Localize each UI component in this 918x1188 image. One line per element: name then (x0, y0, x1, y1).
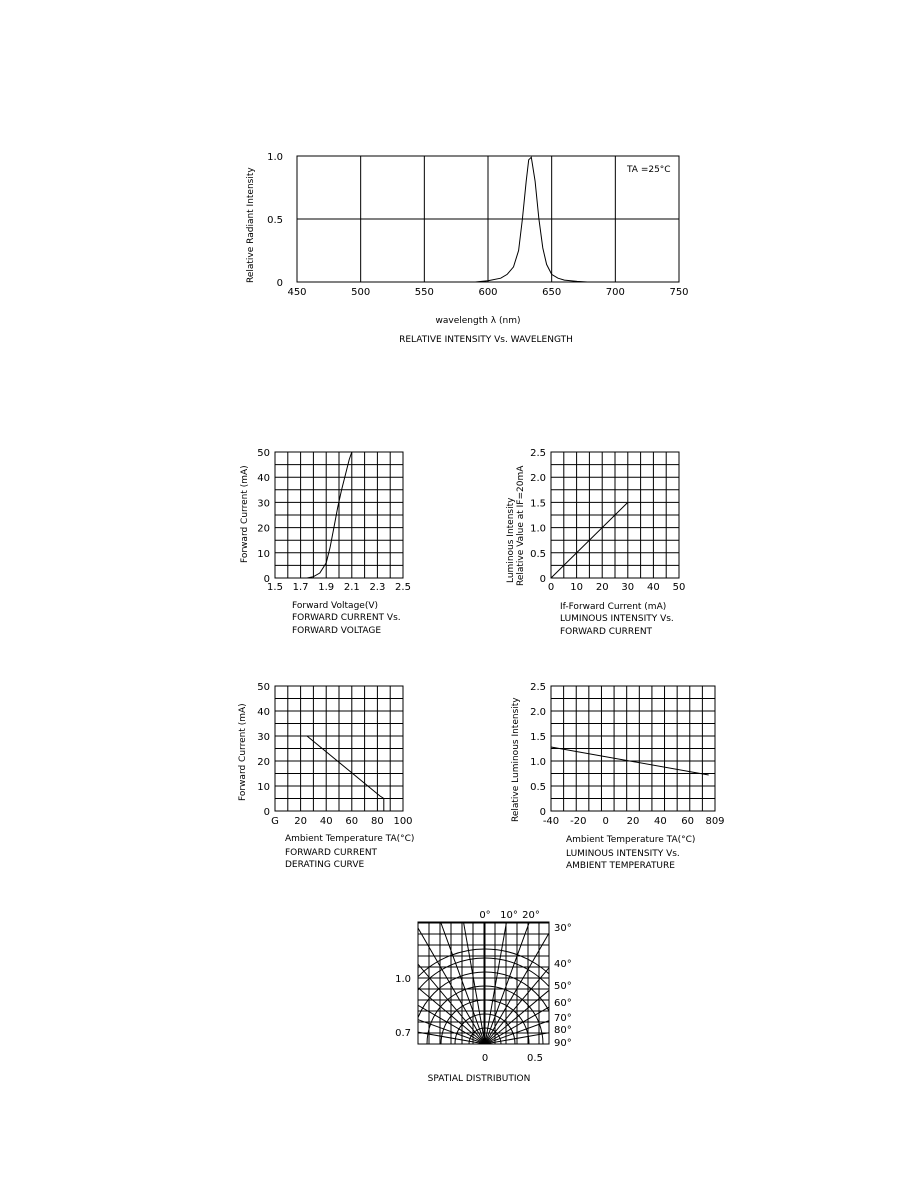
wavelength-caption: RELATIVE INTENSITY Vs. WAVELENGTH (399, 335, 573, 345)
lum-temp-x-tick-label: 0 (602, 816, 609, 827)
lum-temp-y-axis-label: Relative Luminous Intensity (511, 697, 521, 822)
lum-temp-caption-line-2: AMBIENT TEMPERATURE (566, 861, 675, 871)
iv-grid (275, 452, 403, 578)
lum-temp-x-tick-label: -20 (570, 816, 587, 827)
lum-temp-chart (511, 682, 725, 871)
wavelength-x-tick-label: 600 (478, 287, 498, 298)
iv-x-tick-label: 1.9 (318, 582, 335, 593)
lum-current-y-tick-label: 0 (539, 574, 546, 585)
angle-label-30: 30° (554, 923, 572, 934)
lum-current-caption-line-2: FORWARD CURRENT (560, 627, 653, 637)
lum-current-x-axis-label: If-Forward Current (mA) (560, 602, 667, 612)
temperature-annotation: TA =25°C (627, 165, 671, 175)
iv-x-tick-label: 2.1 (343, 582, 360, 593)
spatial-left-label-1: 1.0 (395, 974, 411, 985)
wavelength-x-tick-label: 500 (351, 287, 371, 298)
derating-y-ticks (257, 682, 270, 818)
lum-current-x-tick-label: 40 (647, 582, 660, 593)
lum-current-x-tick-label: 20 (595, 582, 609, 593)
wavelength-x-ticks (287, 287, 688, 298)
wavelength-series-line (475, 157, 587, 282)
lum-current-y-axis-label-1: Luminous Intensity (506, 497, 516, 583)
lum-temp-grid (551, 686, 715, 811)
wavelength-y-ticks (267, 152, 283, 289)
spatial-left-label-2: 0.7 (395, 1028, 411, 1039)
wavelength-x-tick-label: 750 (669, 287, 689, 298)
angle-label-50: 50° (554, 981, 572, 992)
derating-x-tick-label: G (271, 816, 279, 827)
lum-current-y-tick-label: 2.0 (530, 473, 546, 485)
angle-label-10: 10° (500, 910, 518, 921)
angle-label-0: 0° (479, 910, 491, 921)
iv-x-tick-label: 1.5 (267, 582, 283, 593)
lum-temp-y-tick-label: 1.0 (530, 757, 546, 768)
iv-x-axis-label: Forward Voltage(V) (292, 601, 378, 611)
derating-y-tick-label: 40 (257, 707, 270, 718)
lum-current-chart (506, 448, 685, 637)
lum-temp-y-ticks (530, 682, 546, 818)
lum-current-x-tick-label: 10 (570, 582, 583, 593)
wavelength-y-tick-label: 0.5 (267, 215, 283, 226)
iv-y-tick-label: 30 (257, 498, 270, 510)
iv-y-tick-label: 50 (257, 448, 270, 459)
wavelength-x-tick-label: 550 (414, 287, 434, 298)
wavelength-y-tick-label: 0 (276, 278, 283, 289)
lum-current-x-tick-label: 50 (672, 582, 686, 593)
lum-temp-x-tick-label: 60 (681, 816, 695, 827)
iv-y-tick-label: 40 (257, 473, 270, 485)
lum-current-x-tick-label: 0 (547, 582, 555, 593)
lum-temp-x-tick-label: 809 (705, 816, 725, 827)
angle-label-80: 80° (554, 1025, 572, 1036)
lum-current-x-tick-label: 30 (621, 582, 635, 593)
angle-label-90: 90° (554, 1038, 572, 1049)
lum-current-y-tick-label: 2.5 (530, 448, 546, 459)
lum-temp-y-tick-label: 1.5 (530, 732, 546, 743)
spatial-chart (285, 844, 685, 1084)
iv-caption-line-2: FORWARD VOLTAGE (292, 626, 382, 636)
iv-y-ticks (257, 448, 270, 585)
iv-x-tick-label: 1.7 (292, 582, 309, 593)
wavelength-y-tick-label: 1.0 (267, 152, 283, 163)
wavelength-x-tick-label: 700 (605, 287, 625, 298)
wavelength-grid (297, 156, 679, 282)
lum-temp-y-tick-label: 0 (539, 807, 546, 818)
lum-temp-x-tick-label: -40 (542, 816, 560, 827)
iv-x-tick-label: 2.3 (369, 582, 386, 593)
iv-y-tick-label: 20 (257, 523, 270, 535)
iv-caption-line-1: FORWARD CURRENT Vs. (292, 613, 401, 623)
lum-current-y-tick-label: 1.0 (530, 523, 546, 535)
spatial-caption: SPATIAL DISTRIBUTION (427, 1074, 531, 1084)
derating-y-axis-label: Forward Current (mA) (238, 703, 248, 801)
derating-caption-line-2: DERATING CURVE (285, 860, 365, 870)
iv-x-tick-label: 2.5 (395, 582, 411, 593)
wavelength-x-axis-label: wavelength λ (nm) (435, 316, 521, 326)
iv-y-tick-label: 0 (263, 574, 270, 585)
lum-current-caption-line-1: LUMINOUS INTENSITY Vs. (560, 614, 674, 624)
iv-x-ticks (267, 582, 411, 593)
lum-temp-x-axis-label: Ambient Temperature TA(°C) (566, 835, 696, 845)
angle-label-60: 60° (554, 998, 572, 1009)
iv-chart (240, 448, 411, 636)
derating-x-ticks (271, 816, 412, 827)
wavelength-x-tick-label: 450 (287, 287, 307, 298)
lum-current-x-ticks (548, 582, 686, 593)
lum-temp-y-tick-label: 0.5 (530, 782, 546, 793)
angle-label-70: 70° (554, 1013, 572, 1024)
derating-x-tick-label: 80 (371, 816, 384, 827)
lum-temp-x-tick-label: 40 (653, 816, 667, 827)
lum-current-y-tick-label: 0.5 (530, 548, 546, 560)
iv-y-tick-label: 10 (257, 548, 270, 560)
angle-label-20: 20° (522, 910, 540, 921)
derating-y-tick-label: 20 (257, 757, 270, 768)
lum-temp-y-tick-label: 2.0 (530, 707, 546, 718)
derating-x-tick-label: 40 (319, 816, 333, 827)
derating-x-axis-label: Ambient Temperature TA(°C) (285, 834, 415, 844)
derating-x-tick-label: 100 (393, 816, 413, 827)
wavelength-chart (246, 152, 689, 345)
lum-temp-x-ticks (543, 816, 725, 827)
derating-y-tick-label: 50 (257, 682, 270, 693)
lum-temp-x-tick-label: 20 (626, 816, 640, 827)
derating-y-tick-label: 30 (257, 732, 270, 743)
spatial-bottom-label-0: 0 (481, 1053, 489, 1064)
angle-label-40: 40° (554, 959, 572, 970)
derating-x-tick-label: 60 (345, 816, 359, 827)
iv-y-axis-label: Forward Current (mA) (240, 465, 250, 563)
lum-current-y-axis-label-2: Relative Value at IF=20mA (516, 465, 526, 586)
wavelength-y-axis-label: Relative Radiant Intensity (246, 167, 256, 283)
derating-y-tick-label: 0 (263, 807, 270, 818)
lum-temp-caption-line-1: LUMINOUS INTENSITY Vs. (566, 849, 680, 859)
lum-current-y-ticks (530, 448, 546, 585)
derating-caption-line-1: FORWARD CURRENT (285, 848, 378, 858)
derating-y-tick-label: 10 (257, 782, 270, 793)
derating-grid (275, 686, 403, 811)
spatial-bottom-label-05: 0.5 (527, 1053, 543, 1064)
spatial-grid (285, 844, 685, 1044)
derating-chart (238, 682, 414, 870)
lum-temp-y-tick-label: 2.5 (530, 682, 546, 693)
derating-x-tick-label: 20 (294, 816, 307, 827)
lum-current-y-tick-label: 1.5 (530, 498, 546, 510)
wavelength-x-tick-label: 650 (542, 287, 562, 298)
